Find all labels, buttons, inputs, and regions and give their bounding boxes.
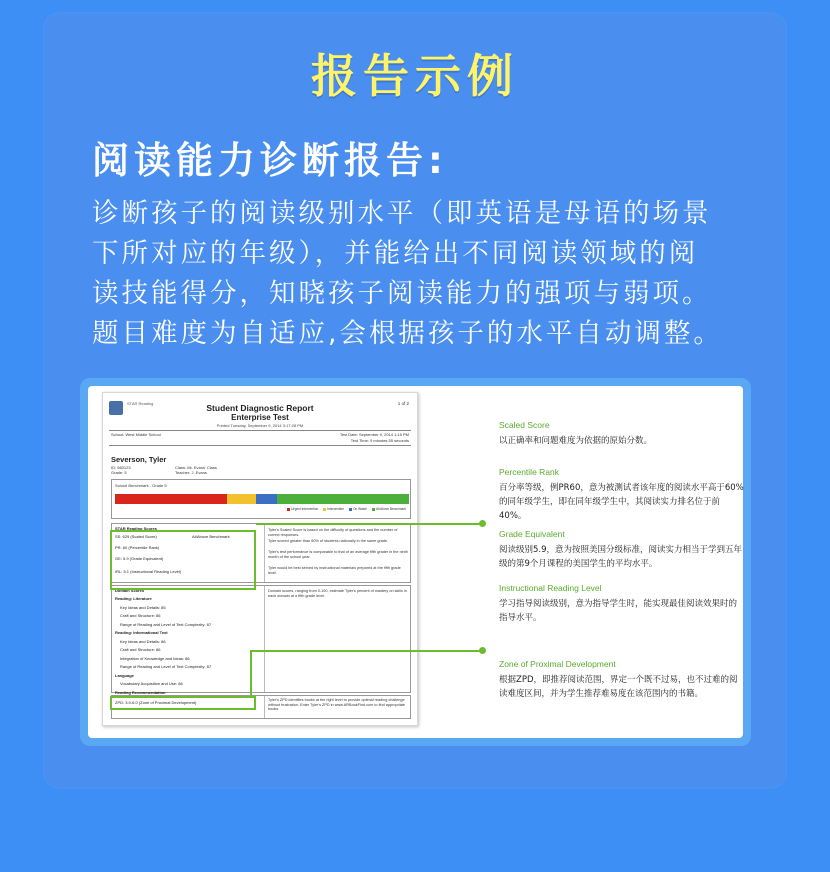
divider <box>109 445 411 446</box>
score-irl: IRL: 5.1 (Instructional Reading Level) <box>115 569 182 574</box>
student-grade: Grade: 5 <box>111 470 127 475</box>
benchmark-segment <box>227 494 256 504</box>
domain-line: Range of Reading and Level of Text Complexity: 87 <box>120 664 212 669</box>
score-note: Tyler's Scaled Score is based on the difficulty of questions and the number of correct responses. <box>268 528 398 537</box>
domain-line: Key Ideas and Details: 85 <box>120 604 166 610</box>
teacher: Teacher: J. Evans <box>175 470 207 475</box>
legend-item: Urgent Intervention <box>287 507 318 511</box>
domain-line: Craft and Structure: 86 <box>120 647 161 652</box>
annotation-title: Grade Equivalent <box>499 529 565 539</box>
score-pr: PR: 60 (Percentile Rank) <box>115 545 160 550</box>
benchmark-bar <box>115 494 409 504</box>
domain-line: Key Ideas and Details: 86 <box>120 638 166 644</box>
report-title: Student Diagnostic Report <box>206 403 314 413</box>
zpd: ZPD: 3.9-6.0 (Zone of Proximal Development) <box>115 700 197 705</box>
legend-item: Intervention <box>323 507 344 511</box>
description-line: 题目难度为自适应,会根据孩子的水平自动调整。 <box>92 318 723 349</box>
domain-box <box>111 585 411 693</box>
class: Class: Mr. Evans' Class <box>175 465 217 470</box>
zpd-connector-vertical <box>250 651 252 697</box>
zpd-note: Tyler's ZPD identifies books at the right level to provide optimal reading challenge without frustration. Enter Tyler's ZPD in www.ARBookFind.com to find appropriate books. <box>268 698 405 712</box>
connector-dot <box>479 647 486 654</box>
domain-line: Reading: Informational Text <box>115 630 168 635</box>
annotation-text: 学习指导阅读级别，意为指导学生时，能实现最佳阅读效果时的指导水平。 <box>499 599 738 623</box>
student-name: Severson, Tyler <box>111 455 167 464</box>
annotation-text: 根据ZPD，即推荐阅读范围，界定一个既不过易，也不过难的阅读难度区间，并为学生推荐难易度在该范围内的书籍。 <box>499 675 738 699</box>
printed-date: Printed Tuesday, September 9, 2014 3:17:28 PM <box>216 423 304 428</box>
score-note: Tyler would be best served by instructional materials prepared at the fifth grade level. <box>268 566 401 575</box>
score-ge: GE: 5.9 (Grade Equivalent) <box>115 556 164 561</box>
scores-connector <box>256 523 482 525</box>
domain-line: Vocabulary Acquisition and Use: 86 <box>120 681 183 686</box>
scores-highlight <box>110 530 256 590</box>
column-divider <box>264 696 265 718</box>
zpd-connector <box>250 650 482 652</box>
annotation-text: 百分率等级，例PR60，意为被测试者该年度的阅读水平高于60%的同年级学生，即在同年级学生中，其阅读实力排名位于前40%。 <box>499 483 744 521</box>
logo-text: STAR Reading <box>127 401 154 406</box>
student-id: ID: 560123 <box>111 465 131 470</box>
benchmark-box <box>111 479 411 519</box>
benchmark-segment <box>115 494 227 504</box>
benchmark-segment <box>256 494 277 504</box>
domain-line: Craft and Structure: 86 <box>120 613 161 618</box>
section-title: 阅读能力诊断报告: <box>92 139 448 182</box>
annotation-title: Instructional Reading Level <box>499 583 602 593</box>
score-note: Tyler's test performance is comparable to that of an average fifth grader in the ninth month of the school year. <box>268 550 408 559</box>
annotation-text: 阅读级别5.9，意为按照美国分级标准，阅读实力相当于学到五年级的第9个月课程的美国学生的平均水平。 <box>499 545 743 569</box>
score-ss-benchmark: At/Above Benchmark <box>192 534 230 539</box>
report-subtitle: Enterprise Test <box>231 413 289 422</box>
domain-line: Integration of Knowledge and Ideas: 86 <box>120 655 190 661</box>
annotation-title: Percentile Rank <box>499 467 560 477</box>
column-divider <box>264 586 265 692</box>
description-line: 下所对应的年级），并能给出不同阅读领域的阅 <box>92 238 699 269</box>
connector-dot <box>479 520 486 527</box>
annotation-text: 以正确率和问题难度为依据的原始分数。 <box>499 436 653 446</box>
recommendation-heading: Reading Recommendation <box>115 690 166 695</box>
annotation-title: Zone of Proximal Development <box>499 659 616 669</box>
benchmark-label: School Benchmark - Grade 5 <box>115 483 167 488</box>
benchmark-segment <box>277 494 409 504</box>
benchmark-legend <box>287 507 406 511</box>
school: School: West Middle School <box>111 432 161 437</box>
description-line: 诊断孩子的阅读级别水平（即英语是母语的场景 <box>92 198 712 229</box>
domain-line: Reading: Literature <box>115 596 152 601</box>
domain-note: Domain scores, ranging from 0-100, estimate Tyler's percent of mastery on skills in each domain at a fifth grade level. <box>268 589 407 598</box>
annotation-title: Scaled Score <box>499 420 550 430</box>
legend-item: At/Above Benchmark <box>372 507 406 511</box>
test-date: Test Date: September 9, 2014 1:15 PM <box>339 432 409 437</box>
scores-heading: STAR Reading Scores <box>115 526 157 531</box>
domain-line: Range of Reading and Level of Text Complexity: 87 <box>120 621 212 627</box>
page-number: 1 of 2 <box>397 401 409 406</box>
score-ss: SS: 629 (Scaled Score) <box>115 534 157 539</box>
description <box>92 194 772 354</box>
zpd-highlight <box>110 696 256 710</box>
score-note: Tyler scored greater than 60% of students nationally in the same grade. <box>268 539 389 543</box>
report-example-panel <box>88 386 743 738</box>
column-divider <box>264 524 265 582</box>
page-title: 报告示例 <box>311 49 519 103</box>
domain-line: Language <box>115 672 134 678</box>
description-line: 读技能得分，知晓孩子阅读能力的强项与弱项。 <box>92 278 712 309</box>
domain-heading: Domain Scores <box>115 588 145 593</box>
report-example-frame <box>80 378 751 746</box>
test-time: Test Time: 9 minutes 55 seconds <box>350 438 409 443</box>
legend-item: On Watch <box>349 507 367 511</box>
divider <box>109 430 411 431</box>
